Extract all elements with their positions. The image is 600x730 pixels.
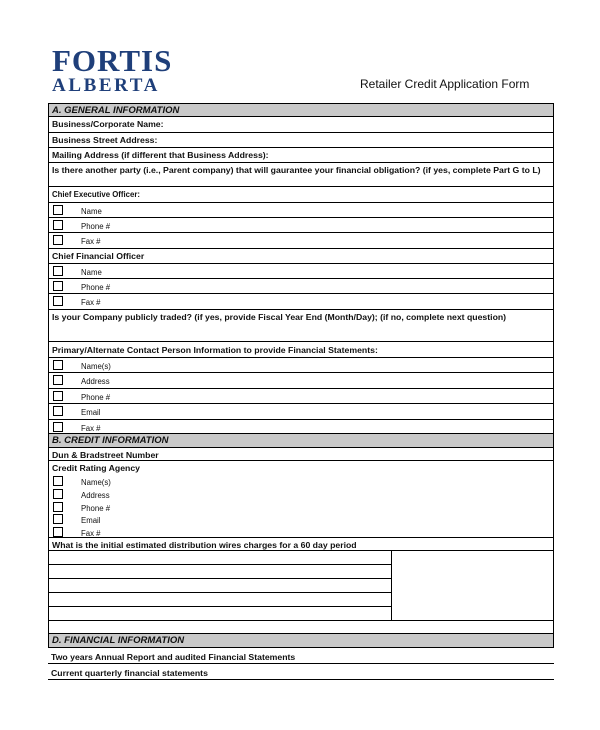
agency-fax-label: Fax # — [81, 529, 101, 538]
section-general-heading: A. GENERAL INFORMATION — [48, 104, 554, 117]
form-title: Retailer Credit Application Form — [360, 77, 530, 91]
street-address-field[interactable] — [48, 133, 554, 148]
answer-line[interactable] — [49, 593, 391, 607]
checkbox[interactable] — [53, 422, 63, 432]
distribution-question: What is the initial estimated distribution wires charges for a 60 day period — [48, 538, 554, 551]
agency-address-row[interactable] — [48, 487, 554, 500]
cfo-name-label: Name — [81, 268, 102, 277]
cfo-heading: Chief Financial Officer — [48, 249, 554, 264]
cfo-fax-label: Fax # — [81, 298, 101, 307]
contact-name-row[interactable] — [48, 358, 554, 373]
fortis-alberta-logo — [52, 45, 202, 95]
mailing-address-label: Mailing Address (if different that Business Address): — [52, 150, 269, 160]
credit-agency-heading: Credit Rating Agency — [48, 461, 554, 474]
business-name-label: Business/Corporate Name: — [52, 119, 164, 129]
guarantor-question-label: Is there another party (i.e., Parent company) that will gaurantee your financial obligation? (if yes, complete Part G to L) — [52, 165, 541, 175]
answer-line[interactable] — [49, 579, 391, 593]
checkbox[interactable] — [53, 205, 63, 215]
checkbox[interactable] — [53, 266, 63, 276]
street-address-label: Business Street Address: — [52, 135, 158, 145]
section-credit-heading: B. CREDIT INFORMATION — [48, 434, 554, 448]
cfo-phone-label: Phone # — [81, 283, 111, 292]
mailing-address-field[interactable] — [48, 148, 554, 163]
financial-rows — [48, 650, 554, 680]
contact-name-label: Name(s) — [81, 362, 111, 371]
checkbox[interactable] — [53, 281, 63, 291]
contact-fax-row[interactable] — [48, 420, 554, 434]
annual-report-label: Two years Annual Report and audited Financial Statements — [51, 652, 296, 662]
dun-bradstreet-label: Dun & Bradstreet Number — [52, 450, 159, 460]
section-financial-heading: D. FINANCIAL INFORMATION — [48, 634, 554, 648]
dun-bradstreet-field[interactable] — [48, 448, 554, 461]
contact-heading: Primary/Alternate Contact Person Information to provide Financial Statements: — [48, 342, 554, 358]
public-question-label: Is your Company publicly traded? (if yes, provide Fiscal Year End (Month/Day); (if no, complete next question) — [52, 312, 507, 322]
contact-fax-label: Fax # — [81, 424, 101, 433]
checkbox[interactable] — [53, 375, 63, 385]
checkbox[interactable] — [53, 235, 63, 245]
ceo-fax-row[interactable] — [48, 233, 554, 249]
checkbox[interactable] — [53, 360, 63, 370]
agency-phone-label: Phone # — [81, 504, 111, 512]
contact-phone-label: Phone # — [81, 393, 111, 402]
checkbox[interactable] — [53, 296, 63, 306]
business-name-field[interactable] — [48, 117, 554, 133]
contact-address-label: Address — [81, 377, 110, 386]
contact-email-row[interactable] — [48, 404, 554, 420]
ceo-phone-row[interactable] — [48, 218, 554, 233]
checkbox[interactable] — [53, 406, 63, 416]
agency-phone-row[interactable] — [48, 500, 554, 512]
quarterly-statements-label: Current quarterly financial statements — [51, 668, 208, 678]
agency-fax-row[interactable] — [48, 525, 554, 538]
logo-line-2: ALBERTA — [52, 75, 160, 96]
agency-name-label: Name(s) — [81, 478, 111, 487]
checkbox[interactable] — [53, 527, 63, 537]
application-form-table — [48, 103, 554, 648]
checkbox[interactable] — [53, 220, 63, 230]
answer-line[interactable] — [49, 551, 391, 565]
ceo-name-label: Name — [81, 207, 102, 216]
distribution-answer-lines[interactable] — [49, 551, 392, 620]
public-question-field[interactable] — [48, 310, 554, 342]
answer-line[interactable] — [49, 565, 391, 579]
agency-name-row[interactable] — [48, 474, 554, 487]
checkbox[interactable] — [53, 502, 63, 512]
agency-email-label: Email — [81, 516, 101, 525]
ceo-phone-label: Phone # — [81, 222, 111, 231]
agency-email-row[interactable] — [48, 512, 554, 525]
annual-report-row[interactable] — [48, 650, 554, 664]
cfo-name-row[interactable] — [48, 264, 554, 279]
quarterly-statements-row[interactable] — [48, 666, 554, 680]
distribution-answer-grid[interactable] — [48, 551, 554, 621]
blank-row[interactable] — [48, 621, 554, 634]
contact-phone-row[interactable] — [48, 389, 554, 404]
agency-address-label: Address — [81, 491, 110, 500]
contact-email-label: Email — [81, 408, 101, 417]
checkbox[interactable] — [53, 489, 63, 499]
guarantor-question-field[interactable] — [48, 163, 554, 187]
ceo-heading: Chief Executive Officer: — [48, 187, 554, 203]
logo-line-1: FORTIS — [52, 43, 173, 78]
checkbox[interactable] — [53, 476, 63, 486]
checkbox[interactable] — [53, 514, 63, 524]
ceo-name-row[interactable] — [48, 203, 554, 218]
contact-address-row[interactable] — [48, 373, 554, 389]
cfo-phone-row[interactable] — [48, 279, 554, 294]
ceo-fax-label: Fax # — [81, 237, 101, 246]
checkbox[interactable] — [53, 391, 63, 401]
cfo-fax-row[interactable] — [48, 294, 554, 310]
